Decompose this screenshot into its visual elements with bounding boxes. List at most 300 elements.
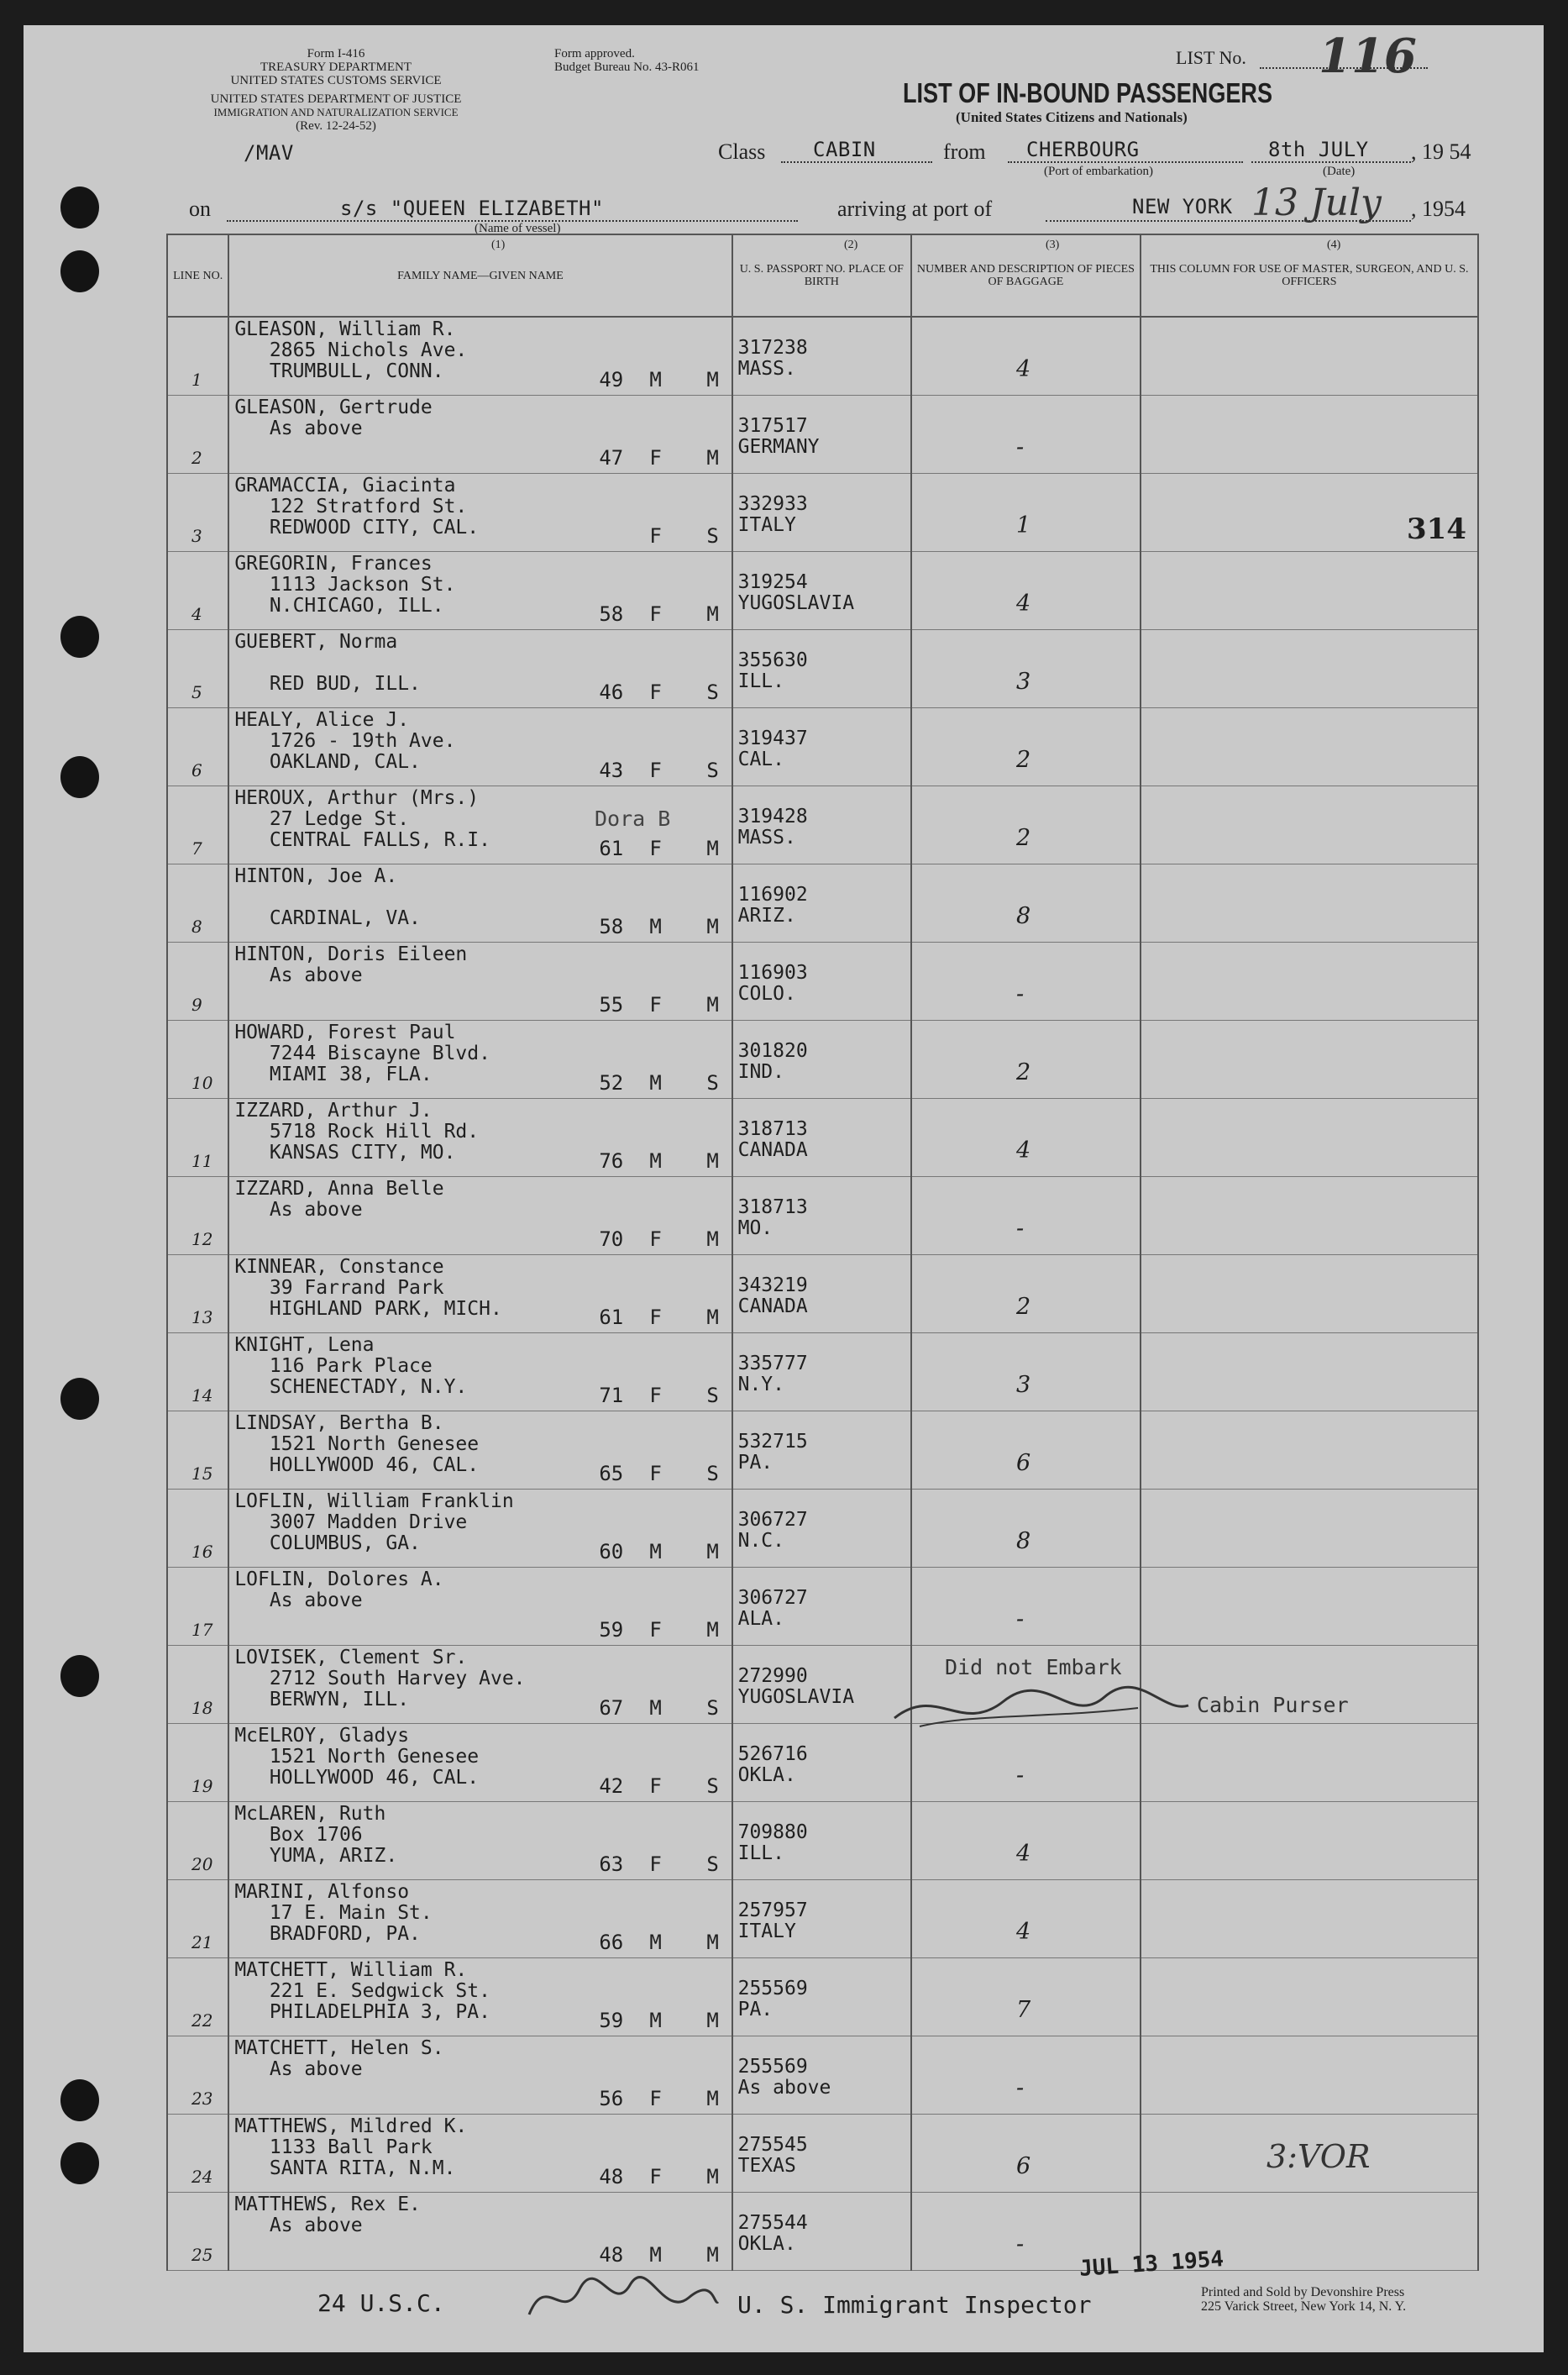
passenger-table: [166, 234, 1479, 2271]
passenger-sex: F: [649, 1852, 662, 1876]
table-row: [167, 1332, 1478, 1411]
officers-cell: [1141, 629, 1478, 707]
passport-cell: [732, 1489, 911, 1567]
baggage-count: -: [1016, 980, 1025, 1007]
passport-cell: [732, 551, 911, 629]
line-number: 18: [191, 1697, 213, 1718]
passenger-age: 59: [599, 2008, 624, 2032]
form-approved: Form approved.: [554, 47, 635, 60]
usc-reference: 24 U.S.C.: [317, 2289, 445, 2317]
passenger-age: 76: [599, 1148, 624, 1173]
line-number: 24: [191, 2166, 213, 2187]
line-number: 4: [191, 603, 202, 624]
passport-birthplace: 709880 ILL.: [737, 1821, 808, 1864]
baggage-cell: [911, 473, 1141, 551]
baggage-cell: [911, 551, 1141, 629]
passport-cell: [732, 473, 911, 551]
name-cell: [228, 1723, 732, 1801]
officers-cell: [1141, 1332, 1478, 1411]
punch-hole: [60, 250, 99, 292]
passenger-marital-status: M: [706, 992, 719, 1017]
passport-cell: [732, 317, 911, 396]
line-cell: [167, 1957, 228, 2036]
passport-birthplace: 526716 OKLA.: [737, 1742, 808, 1786]
name-cell: [228, 1254, 732, 1332]
passport-birthplace: 335777 N.Y.: [737, 1352, 808, 1395]
table-row: [167, 317, 1478, 396]
line-number: 5: [191, 681, 202, 702]
passenger-sex: M: [649, 1930, 662, 1954]
baggage-count: -: [1016, 434, 1025, 460]
passport-birthplace: 319428 MASS.: [737, 805, 808, 849]
baggage-cell: [911, 629, 1141, 707]
table-row: [167, 1957, 1478, 2036]
passport-cell: [732, 2036, 911, 2114]
line-number: 10: [191, 1072, 213, 1093]
passport-birthplace: 532715 PA.: [737, 1430, 808, 1474]
line-cell: [167, 1098, 228, 1176]
passenger-name-address: GRAMACCIA, Giacinta 122 Stratford St. REDWOOD CITY, CAL.: [234, 474, 480, 539]
passenger-age: 66: [599, 1930, 624, 1954]
passenger-name-address: HEROUX, Arthur (Mrs.) 27 Ledge St. CENTRAL FALLS, R.I.: [234, 786, 490, 851]
line-cell: [167, 864, 228, 942]
table-row: [167, 786, 1478, 864]
passport-birthplace: 318713 MO.: [737, 1195, 808, 1239]
line-cell: [167, 317, 228, 396]
doj-label: UNITED STATES DEPARTMENT OF JUSTICE: [210, 92, 462, 106]
passport-cell: [732, 1332, 911, 1411]
passport-birthplace: 319254 YUGOSLAVIA: [737, 570, 855, 614]
line-number: 2: [191, 448, 202, 468]
passenger-name-address: McELROY, Gladys 1521 North Genesee HOLLYWOOD 46, CAL.: [234, 1724, 480, 1789]
passenger-age: 48: [599, 2164, 624, 2188]
line-cell: [167, 942, 228, 1020]
caption-4: (4): [1327, 239, 1341, 251]
line-cell: [167, 1254, 228, 1332]
col-baggage: NUMBER AND DESCRIPTION OF PIECES OF BAGGAGE: [911, 234, 1141, 317]
baggage-cell: [911, 1957, 1141, 2036]
caption-2: (2): [844, 239, 858, 251]
baggage-cell: [911, 707, 1141, 786]
passenger-name-address: GLEASON, Gertrude As above: [234, 397, 433, 439]
line-number: 19: [191, 1775, 213, 1796]
passenger-sex: F: [649, 1461, 662, 1485]
passenger-name-address: GUEBERT, Norma RED BUD, ILL.: [234, 630, 421, 695]
passport-birthplace: 319437 CAL.: [737, 727, 808, 770]
passenger-marital-status: M: [706, 2086, 719, 2110]
passport-cell: [732, 1723, 911, 1801]
baggage-count: 8: [1016, 902, 1031, 929]
passenger-name-address: KINNEAR, Constance 39 Farrand Park HIGHLAND PARK, MICH.: [234, 1255, 502, 1320]
baggage-cell: [911, 2114, 1141, 2192]
passport-birthplace: 355630 ILL.: [737, 649, 808, 692]
passport-cell: [732, 1098, 911, 1176]
passenger-sex: M: [649, 2008, 662, 2032]
passport-cell: [732, 1957, 911, 2036]
line-cell: [167, 629, 228, 707]
passport-cell: [732, 1645, 911, 1723]
line-number: 15: [191, 1463, 213, 1484]
passenger-sex: F: [649, 680, 662, 704]
passport-birthplace: 332933 ITALY: [737, 492, 808, 536]
passenger-name-address: HOWARD, Forest Paul 7244 Biscayne Blvd. MIAMI 38, FLA.: [234, 1021, 490, 1085]
line-cell: [167, 1176, 228, 1254]
passport-birthplace: 301820 IND.: [737, 1039, 808, 1083]
passenger-sex: F: [649, 1773, 662, 1798]
date-stamp: JUL 13 1954: [1078, 2246, 1225, 2282]
officers-cell: [1141, 864, 1478, 942]
passenger-age: 42: [599, 1773, 624, 1798]
passenger-marital-status: S: [706, 523, 719, 548]
passenger-marital-status: M: [706, 368, 719, 391]
officers-cell: [1141, 786, 1478, 864]
name-cell: [228, 1020, 732, 1098]
table-row: [167, 707, 1478, 786]
passenger-name-address: MATCHETT, William R. 221 E. Sedgwick St. PHILADELPHIA 3, PA.: [234, 1958, 490, 2023]
passport-birthplace: 255569 PA.: [737, 1977, 808, 2020]
passport-cell: [732, 1254, 911, 1332]
from-label: from: [943, 139, 986, 164]
ins-label: IMMIGRATION AND NATURALIZATION SERVICE: [213, 106, 459, 118]
passenger-sex: M: [649, 2242, 662, 2267]
baggage-count: 3: [1016, 1371, 1031, 1398]
passenger-sex: F: [649, 1305, 662, 1329]
baggage-cell: [911, 1567, 1141, 1645]
passenger-sex: M: [649, 914, 662, 938]
officer-initials: 3:VOR: [1266, 2138, 1371, 2175]
passenger-name-address: GREGORIN, Frances 1113 Jackson St. N.CHICAGO, ILL.: [234, 552, 456, 617]
line-number: 11: [191, 1150, 213, 1171]
line-number: 7: [191, 838, 202, 859]
line-number: 20: [191, 1853, 213, 1874]
line-cell: [167, 473, 228, 551]
passenger-name-address: HINTON, Joe A. CARDINAL, VA.: [234, 864, 421, 929]
officers-cell: [1141, 1411, 1478, 1489]
baggage-cell: [911, 1801, 1141, 1879]
passenger-marital-status: M: [706, 2164, 719, 2188]
date-caption: (Date): [1323, 165, 1356, 178]
line-cell: [167, 1411, 228, 1489]
caption-3: (3): [1046, 239, 1060, 251]
baggage-count: 4: [1016, 1840, 1031, 1867]
arrival-date: 13 July: [1251, 181, 1382, 224]
passenger-sex: F: [649, 758, 662, 782]
passport-birthplace: 275544 OKLA.: [737, 2211, 808, 2255]
col-officers: THIS COLUMN FOR USE OF MASTER, SURGEON, AND U. S. OFFICERS: [1141, 234, 1478, 317]
passenger-age: 43: [599, 758, 624, 782]
baggage-count: 4: [1016, 1918, 1031, 1945]
table-row: [167, 1489, 1478, 1567]
baggage-count: -: [1016, 1605, 1025, 1632]
punch-hole: [60, 1378, 99, 1420]
line-cell: [167, 1723, 228, 1801]
purser-signature: [886, 1668, 1197, 1743]
officers-cell: [1141, 317, 1478, 396]
table-row: [167, 1098, 1478, 1176]
embark-date: 8th JULY: [1268, 138, 1369, 161]
passenger-age: 60: [599, 1539, 624, 1563]
passport-birthplace: 343219 CANADA: [737, 1274, 808, 1317]
vessel-caption: (Name of vessel): [475, 222, 561, 235]
line-number: 25: [191, 2244, 213, 2265]
baggage-cell: [911, 942, 1141, 1020]
baggage-cell: [911, 396, 1141, 474]
line-number: 6: [191, 759, 202, 780]
table-row: [167, 1411, 1478, 1489]
passenger-marital-status: M: [706, 836, 719, 860]
passport-cell: [732, 786, 911, 864]
form-subtitle: (United States Citizens and Nationals): [956, 109, 1188, 125]
passport-cell: [732, 707, 911, 786]
passport-birthplace: 272990 YUGOSLAVIA: [737, 1664, 855, 1708]
baggage-count: 3: [1016, 668, 1031, 695]
passenger-sex: M: [649, 1695, 662, 1720]
baggage-count: 2: [1016, 1293, 1031, 1320]
baggage-cell: [911, 1254, 1141, 1332]
line-cell: [167, 2114, 228, 2192]
arriving-label: arriving at port of: [837, 197, 993, 221]
passenger-name-address: GLEASON, William R. 2865 Nichols Ave. TRUMBULL, CONN.: [234, 318, 468, 382]
passenger-name-address: MATTHEWS, Rex E. As above: [234, 2193, 421, 2236]
baggage-count: 4: [1016, 590, 1031, 617]
passenger-sex: F: [649, 1227, 662, 1251]
baggage-count: 2: [1016, 824, 1031, 851]
officers-cell: [1141, 1098, 1478, 1176]
table-row: [167, 2036, 1478, 2114]
line-cell: [167, 1567, 228, 1645]
passenger-marital-status: S: [706, 1070, 719, 1095]
line-cell: [167, 707, 228, 786]
passenger-age: 70: [599, 1227, 624, 1251]
passenger-name-address: MARINI, Alfonso 17 E. Main St. BRADFORD, PA.: [234, 1880, 433, 1945]
inspector-signature: [521, 2264, 722, 2331]
passenger-sex: F: [649, 2164, 662, 2188]
passport-birthplace: 317517 GERMANY: [737, 415, 820, 458]
name-cell: [228, 1957, 732, 2036]
name-cell: [228, 1567, 732, 1645]
line-cell: [167, 2036, 228, 2114]
passenger-age: 65: [599, 1461, 624, 1485]
passenger-marital-status: M: [706, 1617, 719, 1642]
revision-label: (Rev. 12-24-52): [296, 119, 376, 133]
passport-cell: [732, 864, 911, 942]
mav-code: /MAV: [244, 141, 294, 165]
passenger-age: 55: [599, 992, 624, 1017]
punch-hole: [60, 187, 99, 229]
did-not-embark-note: Did not Embark: [945, 1655, 1122, 1679]
line-number: 14: [191, 1385, 213, 1406]
passport-birthplace: 116903 COLO.: [737, 961, 808, 1005]
passenger-name-address: HEALY, Alice J. 1726 - 19th Ave. OAKLAND, CAL.: [234, 708, 456, 773]
table-row: [167, 942, 1478, 1020]
baggage-count: 8: [1016, 1527, 1031, 1554]
name-cell: [228, 396, 732, 474]
passenger-marital-status: M: [706, 2242, 719, 2267]
table-row: [167, 1567, 1478, 1645]
passenger-marital-status: M: [706, 1305, 719, 1329]
on-label: on: [189, 197, 211, 221]
punch-hole: [60, 756, 99, 798]
passenger-sex: F: [649, 1383, 662, 1407]
line-cell: [167, 1332, 228, 1411]
passenger-age: 46: [599, 680, 624, 704]
table-row: [167, 629, 1478, 707]
list-number: 116: [1319, 29, 1417, 84]
passenger-marital-status: M: [706, 446, 719, 470]
port-embarkation-caption: (Port of embarkation): [1044, 165, 1153, 178]
line-number: 1: [191, 370, 202, 390]
name-cell: [228, 1098, 732, 1176]
table-row: [167, 2192, 1478, 2270]
passenger-marital-status: M: [706, 1227, 719, 1251]
passport-birthplace: 116902 ARIZ.: [737, 883, 808, 927]
passenger-sex: F: [649, 2086, 662, 2110]
baggage-count: -: [1016, 2231, 1025, 2257]
page-count-note: 314: [1407, 512, 1466, 546]
line-cell: [167, 551, 228, 629]
passenger-marital-status: M: [706, 602, 719, 626]
name-cell: [228, 551, 732, 629]
officers-cell: [1141, 1957, 1478, 2036]
line-cell: [167, 396, 228, 474]
passenger-marital-status: M: [706, 2008, 719, 2032]
punch-hole: [60, 2079, 99, 2121]
passenger-sex: F: [649, 446, 662, 470]
passport-cell: [732, 1176, 911, 1254]
baggage-count: 4: [1016, 356, 1031, 382]
form-title: LIST OF IN-BOUND PASSENGERS: [903, 77, 1273, 108]
table-row: [167, 473, 1478, 551]
officers-cell: [1141, 942, 1478, 1020]
embark-year: , 19 54: [1411, 139, 1471, 164]
passport-cell: [732, 1879, 911, 1957]
punch-hole: [60, 2142, 99, 2184]
passenger-age: 63: [599, 1852, 624, 1876]
baggage-cell: [911, 786, 1141, 864]
caption-1: (1): [491, 239, 506, 251]
table-row: [167, 1879, 1478, 1957]
class-value: CABIN: [813, 138, 876, 161]
passport-cell: [732, 629, 911, 707]
passport-cell: [732, 2114, 911, 2192]
line-cell: [167, 1020, 228, 1098]
date-rule: [1251, 161, 1411, 163]
name-cell: [228, 1489, 732, 1567]
table-row: [167, 551, 1478, 629]
baggage-cell: [911, 1489, 1141, 1567]
passenger-sex: M: [649, 368, 662, 391]
passport-birthplace: 306727 N.C.: [737, 1508, 808, 1552]
officers-cell: [1141, 2036, 1478, 2114]
passenger-name-address: McLAREN, Ruth Box 1706 YUMA, ARIZ.: [234, 1802, 398, 1867]
name-cell: [228, 1879, 732, 1957]
passenger-age: 52: [599, 1070, 624, 1095]
inspector-title: U. S. Immigrant Inspector: [737, 2291, 1092, 2319]
baggage-count: -: [1016, 2074, 1025, 2101]
line-number: 17: [191, 1619, 213, 1640]
table-row: [167, 396, 1478, 474]
baggage-cell: [911, 1879, 1141, 1957]
passport-cell: [732, 942, 911, 1020]
officers-cell: [1141, 396, 1478, 474]
name-cell: [228, 2114, 732, 2192]
col-family-name: FAMILY NAME—GIVEN NAME: [228, 234, 732, 317]
officers-cell: [1141, 1176, 1478, 1254]
passenger-name-address: LOVISEK, Clement Sr. 2712 South Harvey Ave. BERWYN, ILL.: [234, 1646, 526, 1710]
passenger-age: 58: [599, 914, 624, 938]
passenger-marital-status: M: [706, 914, 719, 938]
name-cell: [228, 1645, 732, 1723]
baggage-count: 6: [1016, 2152, 1031, 2179]
table-row: [167, 1020, 1478, 1098]
passenger-sex: M: [649, 1070, 662, 1095]
passenger-sex: F: [649, 992, 662, 1017]
printer-line-2: 225 Varick Street, New York 14, N. Y.: [1201, 2299, 1407, 2314]
passenger-sex: F: [649, 523, 662, 548]
passenger-marital-status: M: [706, 1148, 719, 1173]
line-number: 3: [191, 525, 202, 546]
officers-cell: [1141, 1801, 1478, 1879]
name-cell: [228, 707, 732, 786]
passenger-name-address: LOFLIN, William Franklin 3007 Madden Drive COLUMBUS, GA.: [234, 1490, 514, 1554]
passenger-age: 47: [599, 446, 624, 470]
passenger-marital-status: S: [706, 1852, 719, 1876]
officers-cell: [1141, 1020, 1478, 1098]
name-cell: [228, 473, 732, 551]
customs-service: UNITED STATES CUSTOMS SERVICE: [230, 74, 442, 87]
baggage-cell: [911, 1098, 1141, 1176]
name-cell: [228, 864, 732, 942]
officers-cell: [1141, 551, 1478, 629]
passenger-name-address: LOFLIN, Dolores A. As above: [234, 1568, 444, 1611]
name-cell: [228, 2036, 732, 2114]
passport-birthplace: 317238 MASS.: [737, 337, 808, 380]
table-row: [167, 1723, 1478, 1801]
baggage-count: 6: [1016, 1449, 1031, 1476]
passenger-marital-status: M: [706, 1930, 719, 1954]
name-cell: [228, 1332, 732, 1411]
line-cell: [167, 2192, 228, 2270]
passenger-age: 71: [599, 1383, 624, 1407]
baggage-count: 2: [1016, 1059, 1031, 1085]
passport-cell: [732, 2192, 911, 2270]
line-number: 16: [191, 1541, 213, 1562]
line-cell: [167, 1645, 228, 1723]
officers-cell: [1141, 1879, 1478, 1957]
from-value: CHERBOURG: [1026, 138, 1140, 161]
passport-birthplace: 275545 TEXAS: [737, 2133, 808, 2177]
passport-birthplace: 257957 ITALY: [737, 1899, 808, 1942]
passenger-age: 49: [599, 368, 624, 391]
passenger-name-address: HINTON, Doris Eileen As above: [234, 943, 468, 986]
arrival-year: , 1954: [1411, 197, 1466, 221]
passenger-age: 48: [599, 2242, 624, 2267]
passenger-name-address: LINDSAY, Bertha B. 1521 North Genesee HOLLYWOOD 46, CAL.: [234, 1411, 480, 1476]
line-number: 9: [191, 994, 202, 1015]
form-agency-block: [172, 47, 500, 133]
passenger-sex: F: [649, 836, 662, 860]
passport-cell: [732, 396, 911, 474]
line-number: 21: [191, 1931, 213, 1952]
baggage-cell: [911, 2036, 1141, 2114]
table-row: [167, 864, 1478, 942]
baggage-cell: [911, 864, 1141, 942]
line-number: 12: [191, 1228, 213, 1249]
line-number: 22: [191, 2010, 213, 2031]
from-rule: [1008, 161, 1243, 163]
passenger-name-address: MATCHETT, Helen S. As above: [234, 2036, 444, 2080]
list-label: LIST No.: [1176, 47, 1246, 68]
